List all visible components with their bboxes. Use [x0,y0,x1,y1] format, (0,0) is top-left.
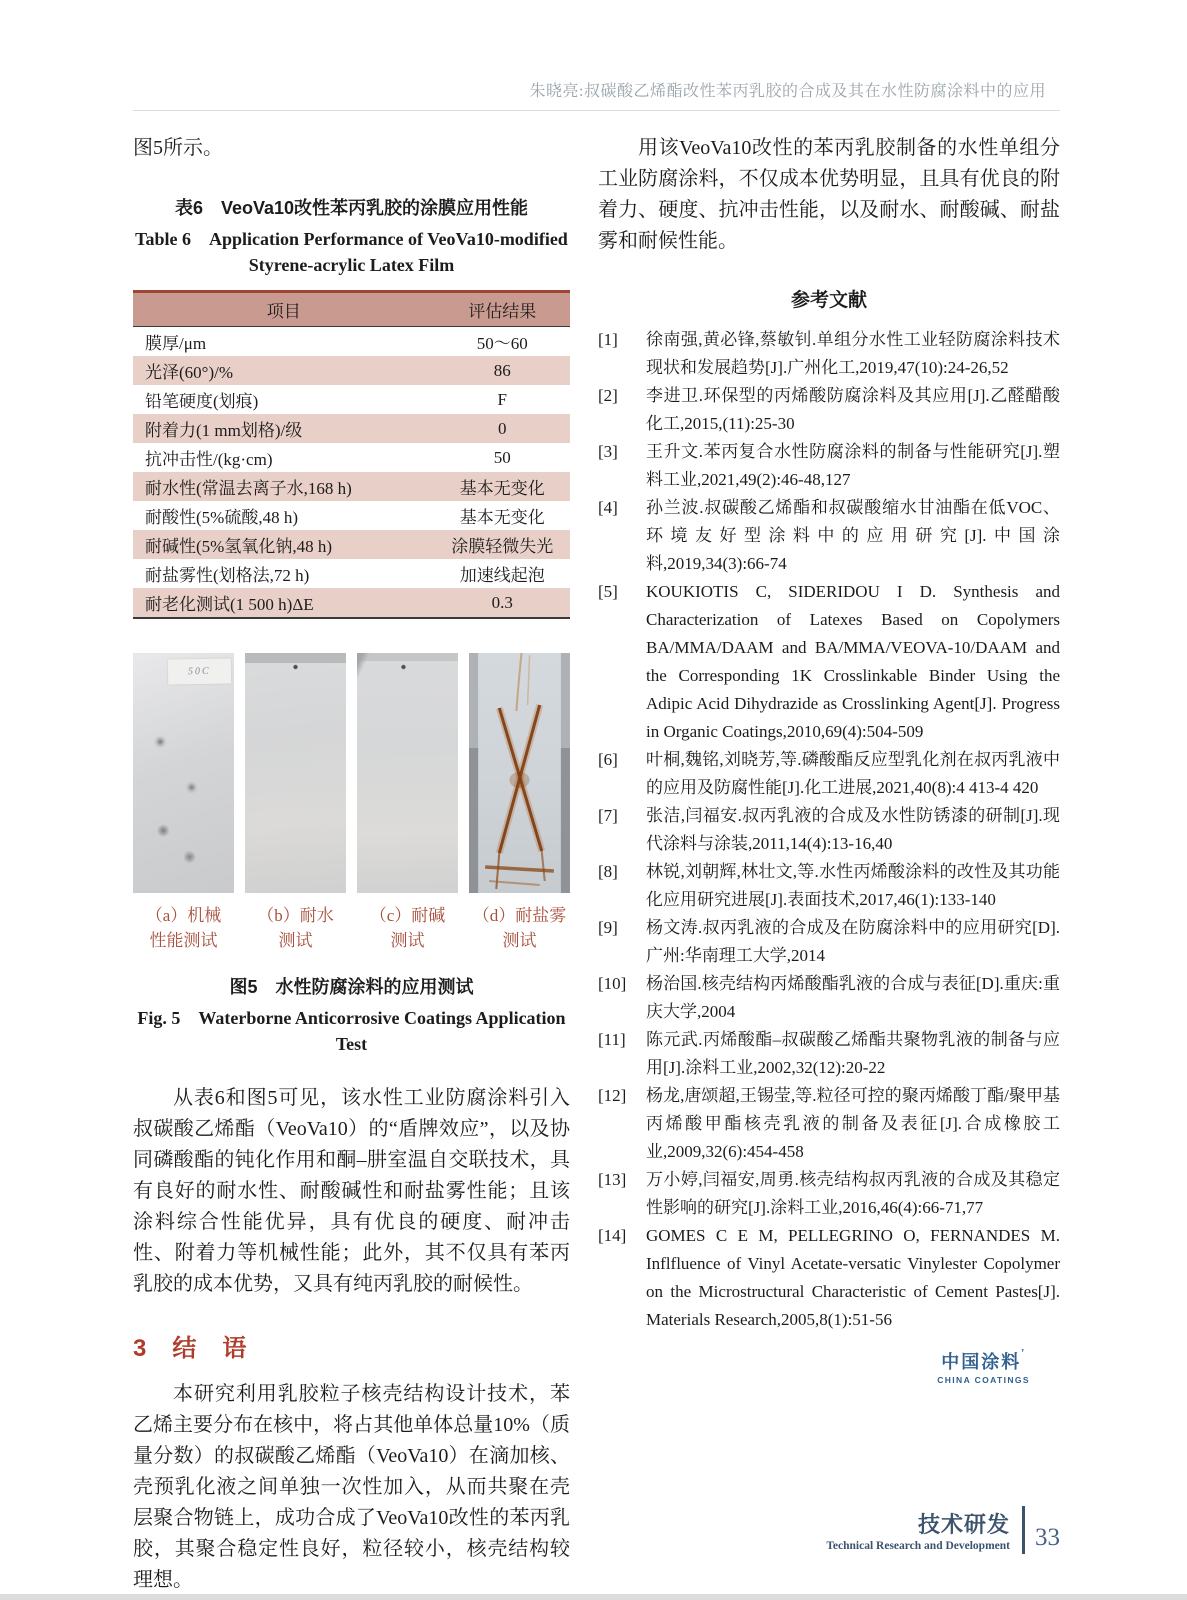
reference-item [598,914,1060,970]
reference-item [598,578,1060,746]
table-header-row [133,292,570,327]
reference-text: 杨治国.核壳结构丙烯酸酯乳液的合成与表征[D].重庆:重庆大学,2004 [646,974,1060,1021]
reference-number: [1] [598,330,618,349]
reference-item [598,326,1060,382]
two-column-layout [133,133,1060,1596]
test-panel-a-mechanical-image [133,653,234,893]
intro-fragment: 图5所示。 [133,137,223,159]
reference-text: 李进卫.环保型的丙烯酸防腐涂料及其应用[J].乙醛醋酸化工,2015,(11):25-30 [646,386,1060,433]
logo-subtitle: CHINA COATINGS [937,1375,1030,1385]
panel-caption-c: （c）耐碱 测试 [369,906,446,950]
reference-text: 徐南强,黄必锋,蔡敏钊.单组分水性工业轻防腐涂料技术现状和发展趋势[J].广州化工,2019,47(10):24-26,52 [646,330,1060,377]
summary-paragraph: 用该VeoVa10改性的苯丙乳胶制备的水性单组分工业防腐涂料，不仅成本优势明显，且具有优良的附着力、硬度、抗冲击性能，以及耐水、耐酸碱、耐盐雾和耐候性能。 [598,137,1060,252]
page-number: 33 [1035,1524,1060,1551]
reference-item [598,802,1060,858]
reference-text: 杨龙,唐颂超,王锡莹,等.粒径可控的聚丙烯酸丁酯/聚甲基丙烯酸甲酯核壳乳液的制备及表征[J].合成橡胶工业,2009,32(6):454-458 [646,1086,1060,1161]
footer-section-en: Technical Research and Development [826,1540,1010,1552]
china-coatings-logo [937,1348,1030,1385]
figure5-panels [133,653,570,893]
conclusion-paragraph: 本研究利用乳胶粒子核壳结构设计技术，苯乙烯主要分布在核中，将占其他单体总量10%（质量分数）的叔碳酸乙烯酯（VeoVa10）在滴加核、壳预乳化液之间单独一次性加入，从而共聚在壳层聚合物链上，成功合成了VeoVa10改性的苯丙乳胶，其聚合稳定性良好，粒径较小，核壳结构较理想。 [133,1383,570,1591]
reference-item [598,746,1060,802]
reference-text: 王升文.苯丙复合水性防腐涂料的制备与性能研究[J].塑料工业,2021,49(2):46-48,127 [646,442,1060,489]
reference-number: [5] [598,582,618,601]
reference-item [598,970,1060,1026]
reference-item [598,494,1060,578]
table-row: 附着力(1 mm划格)/级 0 [133,414,570,443]
reference-text: KOUKIOTIS C, SIDERIDOU I D. Synthesis and Characterization of Latexes Based on Copolymers BA/MMA/DAAM and BA/MMA/VEOVA-10/DAAM and the Corresponding 1K Crosslinkable Binder Using the Adipic Acid Dihydrazide as Crosslinking Agent[J]. Progress in Organic Coatings,2010,69(4):504-509 [646,582,1060,741]
reference-number: [9] [598,918,618,937]
running-title: 朱晓亮:叔碳酸乙烯酯改性苯丙乳胶的合成及其在水性防腐涂料中的应用 [529,83,1046,100]
reference-number: [10] [598,974,627,993]
reference-number: [3] [598,442,618,461]
table-row: 耐老化测试(1 500 h)ΔE 0.3 [133,588,570,618]
table-row: 铅笔硬度(划痕) F [145,389,507,411]
table-row: 耐水性(常温去离子水,168 h) 基本无变化 [133,472,570,501]
reference-text: GOMES C E M, PELLEGRINO O, FERNANDES M. Inflfluence of Vinyl Acetate-versatic Vinylester Copolymer on the Microstructural Characteristic of Cement Pastes[J]. Materials Research,2005,8(1):51-56 [646,1226,1060,1329]
page-footer [826,1506,1060,1554]
logo-wordmark: 中国涂料’ [941,1348,1026,1372]
figure5-panel-captions [133,903,570,953]
table-header-result: 评估结果 [435,292,570,327]
reference-text: 杨文涛.叔丙乳液的合成及在防腐涂料中的应用研究[D].广州:华南理工大学,2014 [646,918,1060,965]
panel-caption-a: （a）机械 性能测试 [145,906,222,950]
reference-item [598,382,1060,438]
left-column [133,133,570,1596]
panel-a-handwritten-note: 50C [168,658,231,684]
table6-caption-zh: 表6 VeoVa10改性苯丙乳胶的涂膜应用性能 [174,198,529,218]
reference-number: [2] [598,386,618,405]
discussion-paragraph: 从表6和图5可见，该水性工业防腐涂料引入叔碳酸乙烯酯（VeoVa10）的“盾牌效应”，以及协同磷酸酯的钝化作用和酮–肼室温自交联技术，具有良好的耐水性、耐酸碱性和耐盐雾性能；且该涂料综合性能优异，具有优良的硬度、耐冲击性、附着力等机械性能；此外，其不仅具有苯丙乳胶的成本优势，又具有纯丙乳胶的耐候性。 [133,1087,570,1295]
table-row: 耐酸性(5%硫酸,48 h) 基本无变化 [145,508,545,527]
reference-number: [6] [598,750,618,769]
reference-item [598,858,1060,914]
figure5-caption-zh: 图5 水性防腐涂料的应用测试 [229,977,474,997]
reference-number: [4] [598,498,618,517]
reference-item [598,1026,1060,1082]
reference-text: 孙兰波.叔碳酸乙烯酯和叔碳酸缩水甘油酯在低VOC、环境友好型涂料中的应用研究[J].中国涂料,2019,34(3):66-74 [646,498,1060,573]
reference-item [598,1166,1060,1222]
panel-caption-d: （d）耐盐雾 测试 [472,906,567,950]
table6-caption-en: Table 6 Application Performance of VeoVa10-modified Styrene-acrylic Latex Film [135,229,568,275]
table-header-item: 项目 [133,292,435,327]
reference-text: 张洁,闫福安.叔丙乳液的合成及水性防锈漆的研制[J].现代涂料与涂装,2011,14(4):13-16,40 [646,806,1060,853]
footer-section-label [826,1508,1010,1552]
table-row: 光泽(60°)/% 86 [133,356,570,385]
reference-text: 叶桐,魏铭,刘晓芳,等.磷酸酯反应型乳化剂在叔丙乳液中的应用及防腐性能[J].化工进展,2021,40(8):4 413-4 420 [646,750,1060,797]
figure5-caption-en: Fig. 5 Waterborne Anticorrosive Coatings Application Test [137,1008,566,1054]
footer-divider [1022,1506,1025,1554]
section3-heading: 3 结 语 [133,1335,248,1362]
reference-text: 万小婷,闫福安,周勇.核壳结构叔丙乳液的合成及其稳定性影响的研究[J].涂料工业,2016,46(4):66-71,77 [646,1170,1060,1217]
reference-number: [14] [598,1226,627,1245]
table-row: 耐碱性(5%氢氧化钠,48 h) 涂膜轻微失光 [133,530,570,559]
reference-number: [11] [598,1030,626,1049]
references-heading: 参考文献 [790,290,867,311]
right-column [598,133,1060,1596]
table6 [133,290,570,619]
reference-number: [13] [598,1170,627,1189]
reference-item [598,1082,1060,1166]
reference-number: [8] [598,862,618,881]
logo-trademark-icon: ’ [1021,1348,1026,1359]
table-row: 抗冲击性/(kg·cm) 50 [145,447,511,469]
reference-number: [12] [598,1086,627,1105]
reference-item [598,438,1060,494]
footer-section-zh: 技术研发 [917,1512,1010,1537]
reference-text: 林锐,刘朝辉,林壮文,等.水性丙烯酸涂料的改性及其功能化应用研究进展[J].表面技术,2017,46(1):133-140 [646,862,1060,909]
reference-text: 陈元武.丙烯酸酯–叔碳酸乙烯酯共聚物乳液的制备与应用[J].涂料工业,2002,32(12):20-22 [646,1030,1060,1077]
table-row: 膜厚/μm 50～60 [145,334,528,353]
rust-x-graphic [469,653,570,893]
test-panel-c-alkali-image [357,653,458,893]
table-row: 耐盐雾性(划格法,72 h) 加速线起泡 [145,566,545,585]
panel-caption-b: （b）耐水 测试 [257,906,334,950]
header-rule [133,110,1060,111]
reference-number: [7] [598,806,618,825]
reference-item [598,1222,1060,1334]
test-panel-b-water-image [245,653,346,893]
test-panel-d-saltspray-image [469,653,570,893]
